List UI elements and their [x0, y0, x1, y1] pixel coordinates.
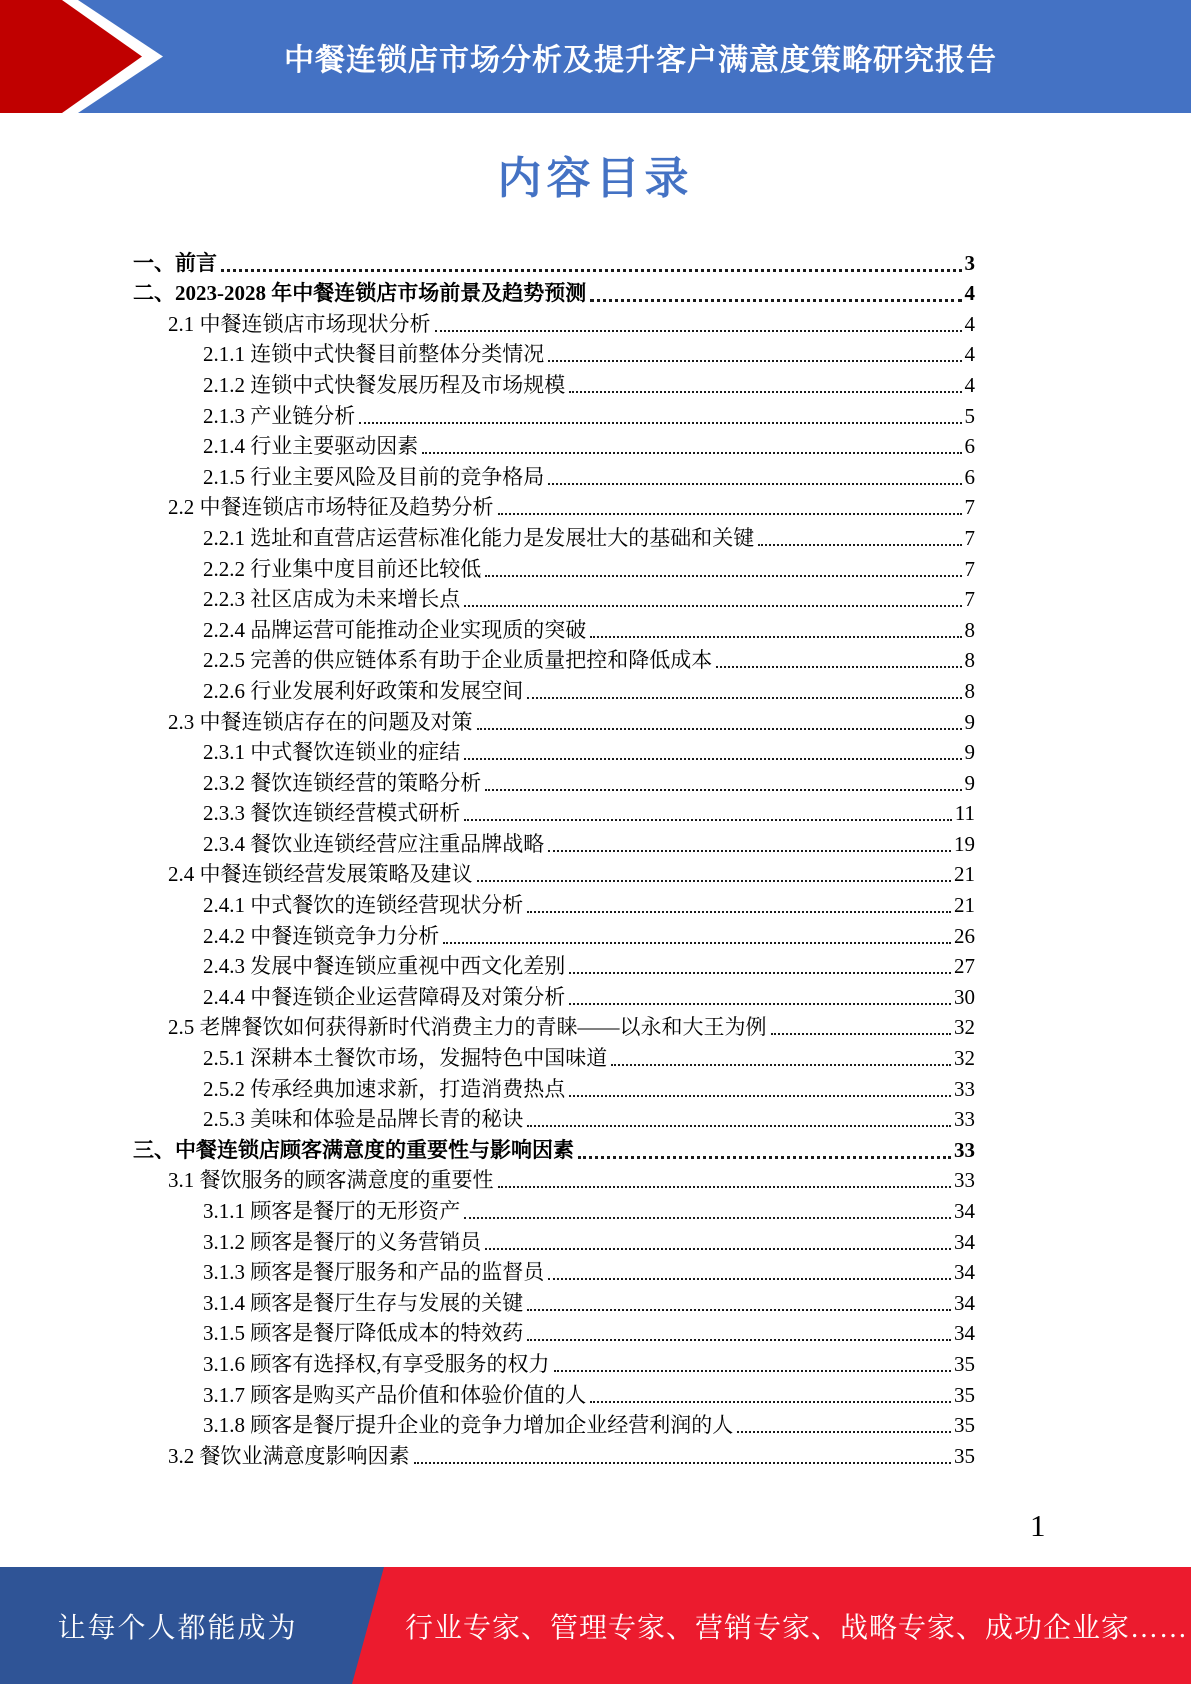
toc-entry-label: 2.4.2 中餐连锁竞争力分析 [203, 923, 440, 948]
dotted-leader [548, 1278, 951, 1280]
toc-entry[interactable] [133, 858, 975, 889]
toc-entry[interactable] [133, 736, 975, 767]
dotted-leader [554, 1370, 952, 1372]
toc-entry-page: 34 [954, 1229, 975, 1254]
dotted-leader [477, 880, 952, 882]
toc-entry[interactable] [133, 674, 975, 705]
toc-entry-label: 2.2.1 选址和直营店运营标准化能力是发展壮大的基础和关键 [203, 525, 755, 550]
toc-entry[interactable] [133, 919, 975, 950]
toc-entry-page: 35 [954, 1351, 975, 1376]
dotted-leader [771, 1033, 952, 1035]
dotted-leader [422, 452, 961, 454]
toc-entry-label: 2.5.1 深耕本土餐饮市场，发掘特色中国味道 [203, 1046, 608, 1071]
toc-entry[interactable] [133, 797, 975, 828]
dotted-leader [414, 1462, 952, 1464]
toc-entry[interactable] [133, 1439, 975, 1470]
toc-entry-page: 21 [954, 862, 975, 887]
toc-entry[interactable] [133, 399, 975, 430]
toc-entry-label: 2.3 中餐连锁店存在的问题及对策 [168, 709, 473, 734]
toc-entry[interactable] [133, 888, 975, 919]
toc-entry[interactable] [133, 552, 975, 583]
dotted-leader [527, 911, 951, 913]
dotted-leader [569, 391, 961, 393]
toc-entry[interactable] [133, 950, 975, 981]
toc-entry-label: 3.1.2 顾客是餐厅的义务营销员 [203, 1229, 482, 1254]
toc-entry-page: 33 [954, 1137, 975, 1162]
dotted-leader [527, 1339, 951, 1341]
toc-entry[interactable] [133, 1072, 975, 1103]
toc-entry-page: 35 [954, 1413, 975, 1438]
dotted-leader [569, 972, 951, 974]
dotted-leader [485, 789, 961, 791]
dotted-leader [716, 666, 961, 668]
toc-entry-page: 34 [954, 1260, 975, 1285]
toc-entry-label: 2.4.1 中式餐饮的连锁经营现状分析 [203, 893, 524, 918]
footer-slogan-right: 行业专家、管理专家、营销专家、战略专家、成功企业家…… [405, 1612, 1189, 1644]
toc-entry-label: 2.4 中餐连锁经营发展策略及建议 [168, 862, 473, 887]
toc-entry-page: 4 [964, 372, 975, 397]
toc-entry-page: 9 [964, 709, 975, 734]
dotted-leader [578, 1156, 951, 1159]
dotted-leader [611, 1064, 951, 1066]
toc-entry-label: 一、前言 [133, 250, 217, 275]
toc-entry-label: 二、2023-2028 年中餐连锁店市场前景及趋势预测 [133, 281, 587, 306]
toc-entry[interactable] [133, 338, 975, 369]
toc-entry-label: 2.2.3 社区店成为未来增长点 [203, 587, 461, 612]
dotted-leader [569, 1003, 951, 1005]
toc-entry[interactable] [133, 1011, 975, 1042]
toc-entry-page: 27 [954, 954, 975, 979]
toc-list [133, 246, 975, 1470]
dotted-leader [221, 269, 962, 272]
dotted-leader [498, 513, 962, 515]
dotted-leader [527, 697, 961, 699]
toc-entry-page: 5 [964, 403, 975, 428]
toc-entry-label: 2.5 老牌餐饮如何获得新时代消费主力的青睐——以永和大王为例 [168, 1015, 767, 1040]
toc-entry-page: 33 [954, 1107, 975, 1132]
toc-heading: 内容目录 [497, 154, 694, 203]
toc-entry-page: 32 [954, 1046, 975, 1071]
toc-entry-label: 2.1.1 连锁中式快餐目前整体分类情况 [203, 342, 545, 367]
toc-entry-page: 7 [964, 525, 975, 550]
toc-entry-label: 3.1.4 顾客是餐厅生存与发展的关键 [203, 1290, 524, 1315]
toc-entry-page: 21 [954, 893, 975, 918]
toc-entry-page: 4 [964, 342, 975, 367]
dotted-leader [548, 850, 951, 852]
toc-entry-label: 2.1.2 连锁中式快餐发展历程及市场规模 [203, 372, 566, 397]
dotted-leader [464, 1217, 951, 1219]
dotted-leader [590, 299, 961, 302]
dotted-leader [527, 1309, 951, 1311]
toc-entry-page: 7 [964, 556, 975, 581]
toc-entry[interactable] [133, 980, 975, 1011]
toc-entry-label: 3.1.6 顾客有选择权,有享受服务的权力 [203, 1351, 550, 1376]
toc-entry-label: 2.3.1 中式餐饮连锁业的症结 [203, 740, 461, 765]
toc-entry-page: 7 [964, 587, 975, 612]
toc-entry[interactable] [133, 613, 975, 644]
toc-entry[interactable] [133, 1103, 975, 1134]
toc-entry[interactable] [133, 644, 975, 675]
toc-entry-label: 2.2.5 完善的供应链体系有助于企业质量把控和降低成本 [203, 648, 713, 673]
dotted-leader [498, 1186, 952, 1188]
toc-entry-page: 8 [964, 648, 975, 673]
toc-entry[interactable] [133, 491, 975, 522]
toc-entry[interactable] [133, 430, 975, 461]
page-number: 1 [1030, 1508, 1046, 1543]
dotted-leader [477, 728, 962, 730]
toc-entry-page: 35 [954, 1382, 975, 1407]
toc-entry[interactable] [133, 521, 975, 552]
toc-entry-page: 3 [964, 250, 975, 275]
toc-entry-label: 2.1.4 行业主要驱动因素 [203, 434, 419, 459]
toc-entry-page: 6 [964, 464, 975, 489]
dotted-leader [590, 636, 961, 638]
footer-slogan-left: 让每个人都能成为 [57, 1612, 298, 1644]
dotted-leader [464, 819, 952, 821]
toc-entry-label: 2.4.4 中餐连锁企业运营障碍及对策分析 [203, 984, 566, 1009]
toc-entry-label: 3.1.8 顾客是餐厅提升企业的竞争力增加企业经营利润的人 [203, 1413, 734, 1438]
toc-entry-page: 8 [964, 678, 975, 703]
toc-entry[interactable] [133, 277, 975, 308]
dotted-leader [737, 1431, 951, 1433]
dotted-leader [464, 605, 961, 607]
toc-entry-page: 8 [964, 617, 975, 642]
toc-entry-page: 32 [954, 1015, 975, 1040]
toc-entry[interactable] [133, 1409, 975, 1440]
toc-entry-page: 7 [964, 495, 975, 520]
toc-entry-page: 34 [954, 1321, 975, 1346]
toc-entry[interactable] [133, 1194, 975, 1225]
toc-entry[interactable] [133, 1347, 975, 1378]
toc-entry[interactable] [133, 1041, 975, 1072]
toc-entry[interactable] [133, 766, 975, 797]
toc-entry-label: 2.2.4 品牌运营可能推动企业实现质的突破 [203, 617, 587, 642]
toc-entry[interactable] [133, 460, 975, 491]
toc-entry-page: 9 [964, 770, 975, 795]
toc-entry[interactable] [133, 827, 975, 858]
toc-entry[interactable] [133, 246, 975, 277]
toc-entry-page: 4 [964, 281, 975, 306]
toc-entry-page: 9 [964, 740, 975, 765]
toc-entry-label: 2.1 中餐连锁店市场现状分析 [168, 311, 431, 336]
dotted-leader [548, 360, 961, 362]
toc-entry-label: 2.1.5 行业主要风险及目前的竞争格局 [203, 464, 545, 489]
toc-entry-label: 3.2 餐饮业满意度影响因素 [168, 1443, 410, 1468]
toc-entry-label: 2.2.6 行业发展利好政策和发展空间 [203, 678, 524, 703]
dotted-leader [359, 422, 961, 424]
toc-entry[interactable] [133, 1317, 975, 1348]
toc-entry[interactable] [133, 368, 975, 399]
report-title: 中餐连锁店市场分析及提升客户满意度策略研究报告 [284, 43, 997, 77]
toc-entry-page: 30 [954, 984, 975, 1009]
toc-entry[interactable] [133, 705, 975, 736]
dotted-leader [569, 1095, 951, 1097]
header-banner [0, 0, 1191, 113]
toc-entry-label: 3.1.5 顾客是餐厅降低成本的特效药 [203, 1321, 524, 1346]
toc-entry-label: 3.1.3 顾客是餐厅服务和产品的监督员 [203, 1260, 545, 1285]
toc-entry-label: 三、中餐连锁店顾客满意度的重要性与影响因素 [133, 1137, 574, 1162]
toc-entry[interactable] [133, 583, 975, 614]
toc-entry-page: 34 [954, 1199, 975, 1223]
toc-entry[interactable] [133, 1164, 975, 1195]
dotted-leader [758, 544, 961, 546]
toc-entry-page: 34 [954, 1290, 975, 1315]
toc-entry-label: 3.1.1 顾客是餐厅的无形资产 [203, 1199, 461, 1223]
dotted-leader [527, 1125, 951, 1127]
toc-entry-label: 2.5.2 传承经典加速求新，打造消费热点 [203, 1076, 566, 1101]
dotted-leader [443, 942, 951, 944]
dotted-leader [485, 575, 961, 577]
toc-entry-page: 19 [954, 831, 975, 856]
dotted-leader [464, 758, 961, 760]
toc-entry-page: 35 [954, 1443, 975, 1468]
toc-entry-label: 3.1 餐饮服务的顾客满意度的重要性 [168, 1168, 494, 1193]
dotted-leader [590, 1401, 951, 1403]
dotted-leader [548, 483, 961, 485]
footer-banner [0, 1567, 1191, 1684]
dotted-leader [435, 330, 962, 332]
toc-entry-label: 2.5.3 美味和体验是品牌长青的秘诀 [203, 1107, 524, 1132]
toc-entry-page: 26 [954, 923, 975, 948]
toc-entry-label: 2.1.3 产业链分析 [203, 403, 356, 428]
toc-entry-label: 2.3.3 餐饮连锁经营模式研析 [203, 801, 461, 826]
toc-entry-page: 11 [954, 801, 975, 826]
toc-entry-label: 2.4.3 发展中餐连锁应重视中西文化差别 [203, 954, 566, 979]
toc-entry[interactable] [133, 1286, 975, 1317]
toc-entry[interactable] [133, 1378, 975, 1409]
toc-entry-label: 2.2 中餐连锁店市场特征及趋势分析 [168, 495, 494, 520]
toc-entry[interactable] [133, 307, 975, 338]
dotted-leader [485, 1248, 951, 1250]
toc-entry-label: 2.3.4 餐饮业连锁经营应注重品牌战略 [203, 831, 545, 856]
toc-entry-label: 2.2.2 行业集中度目前还比较低 [203, 556, 482, 581]
toc-entry[interactable] [133, 1225, 975, 1256]
toc-entry-label: 2.3.2 餐饮连锁经营的策略分析 [203, 770, 482, 795]
toc-entry[interactable] [133, 1256, 975, 1287]
toc-entry-page: 6 [964, 434, 975, 459]
toc-entry-page: 4 [964, 311, 975, 336]
toc-entry-page: 33 [954, 1168, 975, 1193]
toc-entry-page: 33 [954, 1076, 975, 1101]
toc-entry[interactable] [133, 1133, 975, 1164]
toc-entry-label: 3.1.7 顾客是购买产品价值和体验价值的人 [203, 1382, 587, 1407]
